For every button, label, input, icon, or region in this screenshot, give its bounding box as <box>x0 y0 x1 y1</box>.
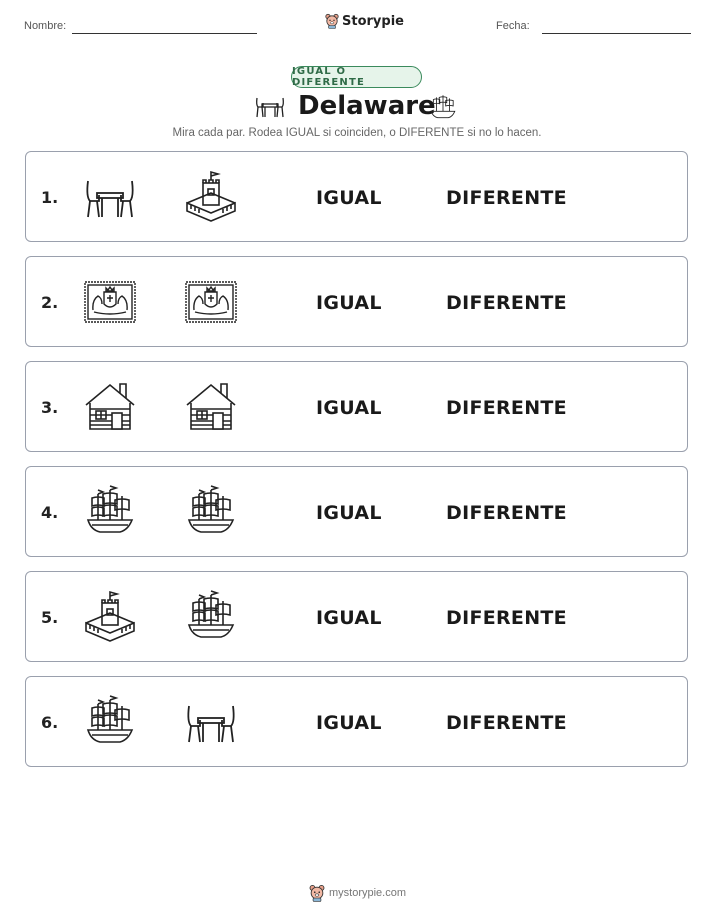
coat-of-arms-icon <box>82 274 138 330</box>
option-diferente[interactable]: DIFERENTE <box>446 502 567 524</box>
ship-icon <box>82 694 138 750</box>
question-number: 2. <box>41 293 59 312</box>
date-field[interactable] <box>542 33 691 34</box>
question-row <box>25 676 688 767</box>
page-title: Delaware <box>298 91 436 121</box>
question-row <box>25 151 688 242</box>
option-igual[interactable]: IGUAL <box>316 712 382 734</box>
ship-icon <box>82 484 138 540</box>
option-igual[interactable]: IGUAL <box>316 502 382 524</box>
ship-icon <box>428 92 458 122</box>
fort-icon <box>82 589 138 645</box>
option-diferente[interactable]: DIFERENTE <box>446 397 567 419</box>
table-chairs-icon <box>254 95 286 119</box>
table-chairs-icon <box>183 694 239 750</box>
option-diferente[interactable]: DIFERENTE <box>446 187 567 209</box>
option-diferente[interactable]: DIFERENTE <box>446 292 567 314</box>
option-diferente[interactable]: DIFERENTE <box>446 712 567 734</box>
footer-url[interactable]: mystorypie.com <box>329 887 407 899</box>
question-row <box>25 571 688 662</box>
instructions: Mira cada par. Rodea IGUAL si coinciden, o DIFERENTE si no lo hacen. <box>172 127 542 139</box>
option-igual[interactable]: IGUAL <box>316 607 382 629</box>
name-field[interactable] <box>72 33 257 34</box>
question-number: 5. <box>41 608 59 627</box>
option-igual[interactable]: IGUAL <box>316 397 382 419</box>
option-igual[interactable]: IGUAL <box>316 292 382 314</box>
date-label: Fecha: <box>496 20 530 32</box>
question-row <box>25 361 688 452</box>
bear-icon <box>325 13 339 29</box>
ship-icon <box>183 484 239 540</box>
question-number: 1. <box>41 188 59 207</box>
option-diferente[interactable]: DIFERENTE <box>446 607 567 629</box>
brand-name: Storypie <box>342 13 404 29</box>
log-cabin-icon <box>82 379 138 435</box>
bear-icon <box>309 884 325 902</box>
question-number: 6. <box>41 713 59 732</box>
table-chairs-icon <box>82 169 138 225</box>
page-footer <box>309 884 406 902</box>
brand-logo <box>325 13 404 29</box>
question-number: 4. <box>41 503 59 522</box>
coat-of-arms-icon <box>183 274 239 330</box>
fort-icon <box>183 169 239 225</box>
question-row <box>25 256 688 347</box>
name-label: Nombre: <box>24 20 67 32</box>
worksheet-type-badge: IGUAL O DIFERENTE <box>291 66 422 88</box>
question-row <box>25 466 688 557</box>
log-cabin-icon <box>183 379 239 435</box>
option-igual[interactable]: IGUAL <box>316 187 382 209</box>
ship-icon <box>183 589 239 645</box>
question-number: 3. <box>41 398 59 417</box>
